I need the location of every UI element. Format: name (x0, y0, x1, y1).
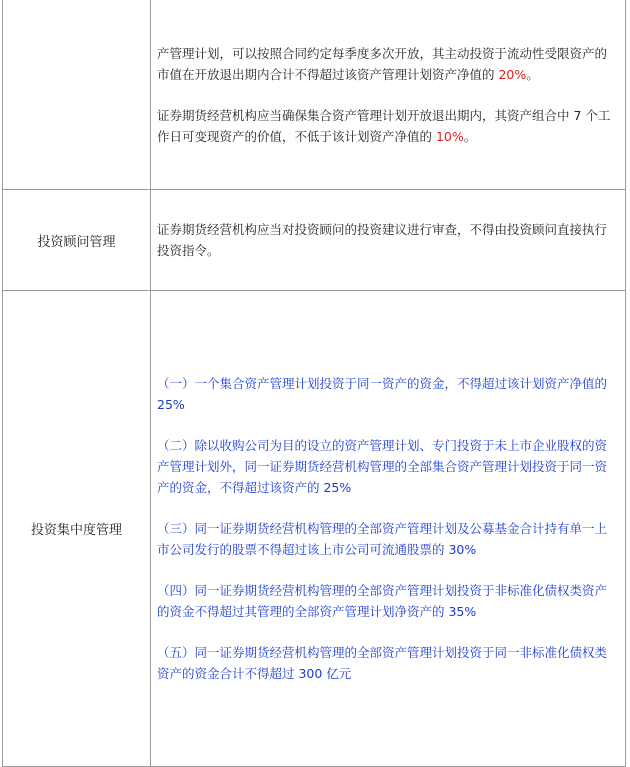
list-item: （二）除以收购公司为目的设立的资产管理计划、专门投资于未上市企业股权的资产管理计划外，同一证券期货经营机构管理的全部集合资产管理计划投资于同一资产的资金，不得超过该资产的 25% (157, 438, 608, 495)
list-item: （一）一个集合资产管理计划投资于同一资产的资金，不得超过该计划资产净值的 25% (157, 376, 608, 412)
highlight-percent: 20% (498, 67, 527, 82)
row-content (151, 0, 626, 190)
text-segment: 产管理计划，可以按照合同约定每季度多次开放，其主动投资于流动性受限资产的市值在开放退出期内合计不得超过该资产管理计划资产净值的 (157, 46, 608, 82)
paragraph-redeemable-assets (157, 105, 619, 147)
text-segment: 。 (463, 129, 477, 144)
paragraph-advisor: 证券期货经营机构应当对投资顾问的投资建议进行审查，不得由投资顾问直接执行投资指令。 (157, 222, 608, 258)
list-item: （三）同一证券期货经营机构管理的全部资产管理计划及公募基金合计持有单一上市公司发行的股票不得超过该上市公司可流通股票的 30% (157, 521, 608, 557)
row-label (3, 0, 151, 190)
table-row (3, 190, 626, 291)
text-segment: 。 (526, 67, 539, 82)
list-item: （五）同一证券期货经营机构管理的全部资产管理计划投资于同一非标准化债权类资产的资金合计不得超过 300 亿元 (157, 645, 608, 681)
regulation-table (2, 0, 626, 767)
table-row (3, 0, 626, 190)
highlight-percent: 10% (435, 129, 464, 144)
row-label: 投资顾问管理 (3, 190, 151, 291)
row-label: 投资集中度管理 (3, 291, 151, 767)
row-content (151, 291, 626, 767)
table-row (3, 291, 626, 767)
list-item: （四）同一证券期货经营机构管理的全部资产管理计划投资于非标准化债权类资产的资金不得超过其管理的全部资产管理计划净资产的 35% (157, 583, 608, 619)
paragraph-liquidity (157, 43, 619, 85)
row-content (151, 190, 626, 291)
text-segment: 证券期货经营机构应当确保集合资产管理计划开放退出期内，其资产组合中 7 个工作日可变现资产的价值，不低于该计划资产净值的 (157, 108, 611, 144)
